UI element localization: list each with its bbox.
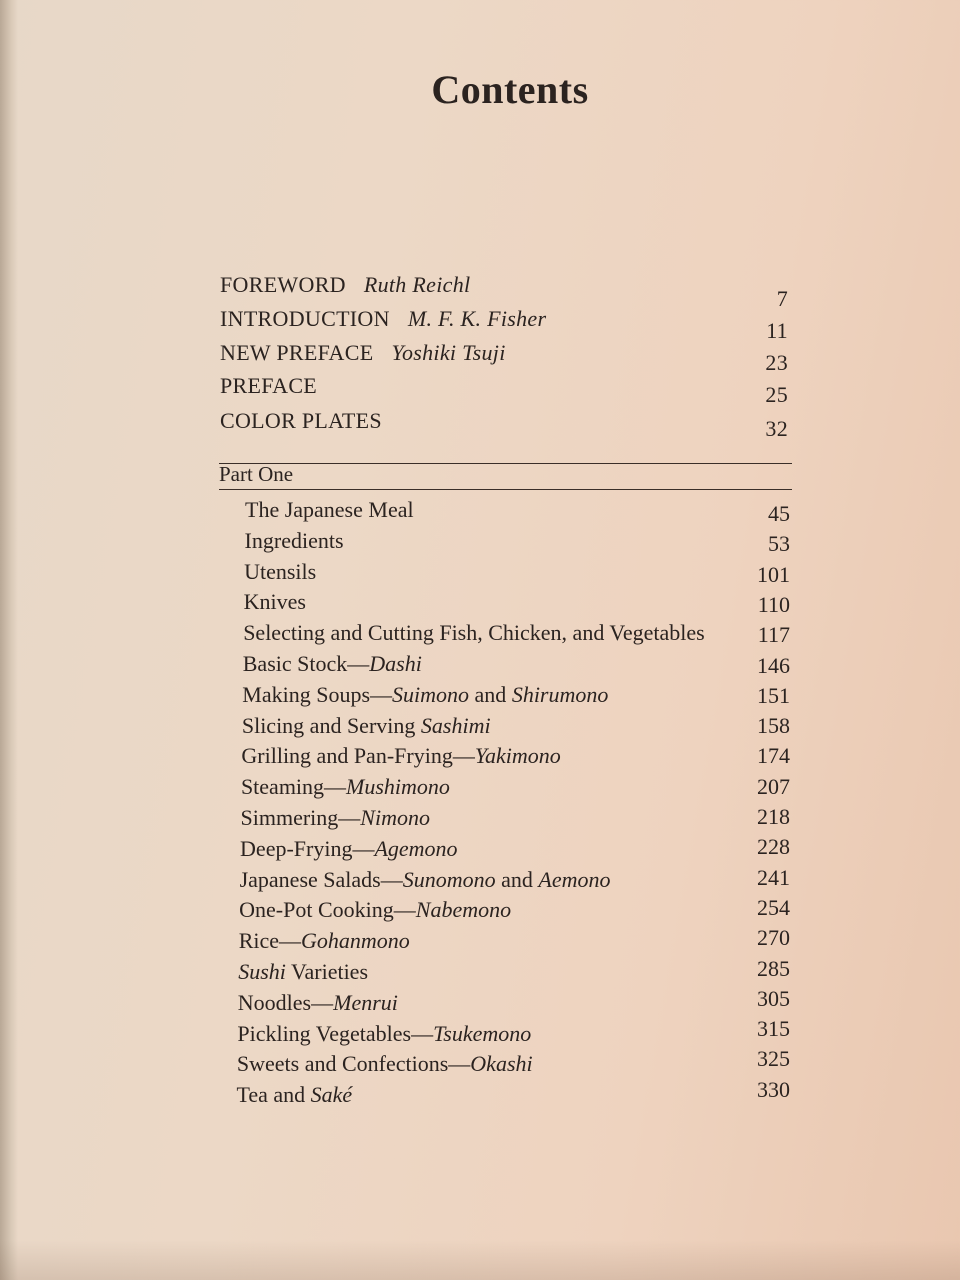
chapter-title-text: Japanese Salads— xyxy=(239,866,403,892)
chapter-page: 45 xyxy=(768,501,790,526)
chapter-title-text: and xyxy=(469,681,512,707)
chapter-title xyxy=(244,589,306,615)
front-matter-author: Yoshiki Tsuji xyxy=(391,340,506,365)
part-rule-top xyxy=(219,463,792,464)
chapter-page: 158 xyxy=(756,713,790,739)
chapter-title-italic: Nimono xyxy=(360,805,430,830)
chapter-title-text: Selecting and Cutting Fish, Chicken, and Vegetables xyxy=(243,620,705,646)
chapter-row xyxy=(236,1076,790,1112)
chapter-row xyxy=(244,559,790,589)
part-rule-bottom xyxy=(219,489,792,490)
chapter-title xyxy=(243,620,705,646)
chapter-title-italic: Tsukemono xyxy=(433,1020,532,1046)
chapter-title-italic: Sunomono xyxy=(402,866,496,892)
chapter-row xyxy=(241,805,791,835)
front-matter-title: INTRODUCTION M. F. K. Fisher xyxy=(220,306,547,331)
chapter-title-italic: Sushi xyxy=(238,959,286,984)
chapter-title-text: Knives xyxy=(243,589,306,615)
chapter-title-italic: Dashi xyxy=(369,651,422,676)
chapter-row xyxy=(243,651,790,681)
chapter-title-italic: Nabemono xyxy=(415,897,512,923)
chapter-title xyxy=(241,743,560,769)
chapter-page: 228 xyxy=(756,834,790,860)
chapter-row xyxy=(242,682,790,712)
chapter-page: 305 xyxy=(756,985,790,1011)
chapter-title xyxy=(237,1021,531,1047)
chapter-title-text: Basic Stock— xyxy=(242,651,370,676)
chapter-row xyxy=(236,1046,790,1081)
chapter-row xyxy=(241,743,790,773)
chapter-page: 174 xyxy=(756,743,790,769)
page-title: Contents xyxy=(431,67,589,112)
chapter-title-text: and xyxy=(495,866,539,892)
chapter-row xyxy=(237,985,790,1020)
chapter-title-text: Varieties xyxy=(285,959,369,984)
chapter-title-text: Tea and xyxy=(236,1082,311,1108)
chapter-title xyxy=(238,959,368,985)
front-matter-row xyxy=(220,272,788,311)
chapter-title xyxy=(243,651,422,677)
chapter-page: 146 xyxy=(757,652,790,678)
front-matter-title: COLOR PLATES xyxy=(220,408,382,433)
chapter-title xyxy=(236,1082,352,1108)
part-one-label: Part One xyxy=(219,462,294,486)
front-matter-title: FOREWORD Ruth Reichl xyxy=(220,272,471,297)
chapter-page: 151 xyxy=(756,682,790,708)
chapter-title-text: Pickling Vegetables— xyxy=(237,1020,434,1046)
front-matter-page: 7 xyxy=(776,286,788,311)
chapter-title-italic: Suimono xyxy=(392,681,470,707)
chapter-title xyxy=(244,559,316,585)
chapter-page: 330 xyxy=(756,1076,790,1102)
front-matter-author: Ruth Reichl xyxy=(363,272,471,297)
chapter-page: 270 xyxy=(756,925,790,951)
chapter-page: 241 xyxy=(756,864,790,890)
chapter-row xyxy=(237,1016,790,1051)
chapter-title-text: Steaming— xyxy=(240,774,347,800)
chapter-title-text: Grilling and Pan-Frying— xyxy=(241,743,475,769)
chapter-title-italic: Okashi xyxy=(470,1051,533,1077)
chapter-title-text: Rice— xyxy=(238,928,302,954)
chapter-title xyxy=(245,528,344,554)
chapter-title-text: Noodles— xyxy=(237,989,334,1015)
chapter-page: 285 xyxy=(757,955,790,981)
front-matter-row xyxy=(220,408,788,441)
chapter-title xyxy=(241,774,450,800)
front-matter-row xyxy=(220,340,788,375)
chapter-title xyxy=(238,990,398,1016)
chapter-page: 218 xyxy=(757,804,790,829)
bottom-shadow xyxy=(0,1240,960,1280)
chapter-row xyxy=(243,620,790,650)
chapter-title xyxy=(240,867,611,893)
chapter-row xyxy=(238,955,790,989)
front-matter-page: 23 xyxy=(765,350,788,375)
chapter-title-italic: Mushimono xyxy=(346,774,450,800)
chapter-row xyxy=(245,528,790,558)
chapter-page: 117 xyxy=(757,622,790,648)
chapter-title-text: Sweets and Confections— xyxy=(236,1051,471,1077)
chapter-row xyxy=(241,774,790,804)
chapter-row xyxy=(239,894,790,927)
chapter-title xyxy=(245,497,414,523)
chapter-page: 207 xyxy=(756,773,790,799)
chapter-row xyxy=(240,836,790,866)
chapter-row xyxy=(245,497,790,527)
chapter-title-text: Slicing and Serving xyxy=(241,712,421,738)
chapter-title-text: Deep-Frying— xyxy=(240,835,375,861)
chapter-title-italic: Agemono xyxy=(374,835,458,861)
chapter-page: 101 xyxy=(756,561,790,587)
chapter-page: 254 xyxy=(756,894,790,920)
chapter-page: 325 xyxy=(756,1046,790,1072)
front-matter-title: PREFACE xyxy=(220,373,318,398)
chapter-page: 53 xyxy=(767,531,790,557)
chapter-title xyxy=(242,713,491,739)
chapter-row xyxy=(242,713,790,743)
chapter-page: 110 xyxy=(757,591,790,617)
chapter-page: 315 xyxy=(756,1016,790,1042)
chapter-title-italic: Gohanmono xyxy=(301,928,410,954)
chapter-title-italic: Yakimono xyxy=(474,743,561,769)
chapter-title-text: Simmering— xyxy=(240,805,361,830)
chapter-row xyxy=(239,864,790,897)
chapter-title-text: Making Soups— xyxy=(242,681,393,707)
front-matter-row xyxy=(220,373,788,407)
front-matter-page: 25 xyxy=(765,382,788,407)
chapter-title xyxy=(237,1051,533,1077)
chapter-title-italic: Sashimi xyxy=(420,712,491,738)
front-matter-page: 11 xyxy=(766,318,788,343)
chapter-title xyxy=(239,928,410,954)
front-matter-row xyxy=(220,306,788,343)
chapter-title xyxy=(241,805,430,831)
chapter-title-italic: Saké xyxy=(310,1082,353,1108)
chapter-title-text: Ingredients xyxy=(244,527,344,553)
chapter-row xyxy=(244,589,790,619)
chapter-title-text: The Japanese Meal xyxy=(245,497,414,522)
chapter-title xyxy=(239,897,511,923)
chapter-title-italic: Aemono xyxy=(538,866,611,892)
front-matter-page: 32 xyxy=(765,416,788,441)
chapter-title-italic: Shirumono xyxy=(511,681,609,707)
chapter-title-italic: Menrui xyxy=(333,989,398,1015)
front-matter-title: NEW PREFACE Yoshiki Tsuji xyxy=(220,340,506,365)
chapter-row xyxy=(238,925,790,958)
front-matter-author: M. F. K. Fisher xyxy=(407,306,547,331)
chapter-title-text: Utensils xyxy=(244,558,317,584)
chapter-title xyxy=(240,836,458,862)
chapter-title-text: One-Pot Cooking— xyxy=(239,897,416,923)
chapter-title xyxy=(242,682,608,708)
